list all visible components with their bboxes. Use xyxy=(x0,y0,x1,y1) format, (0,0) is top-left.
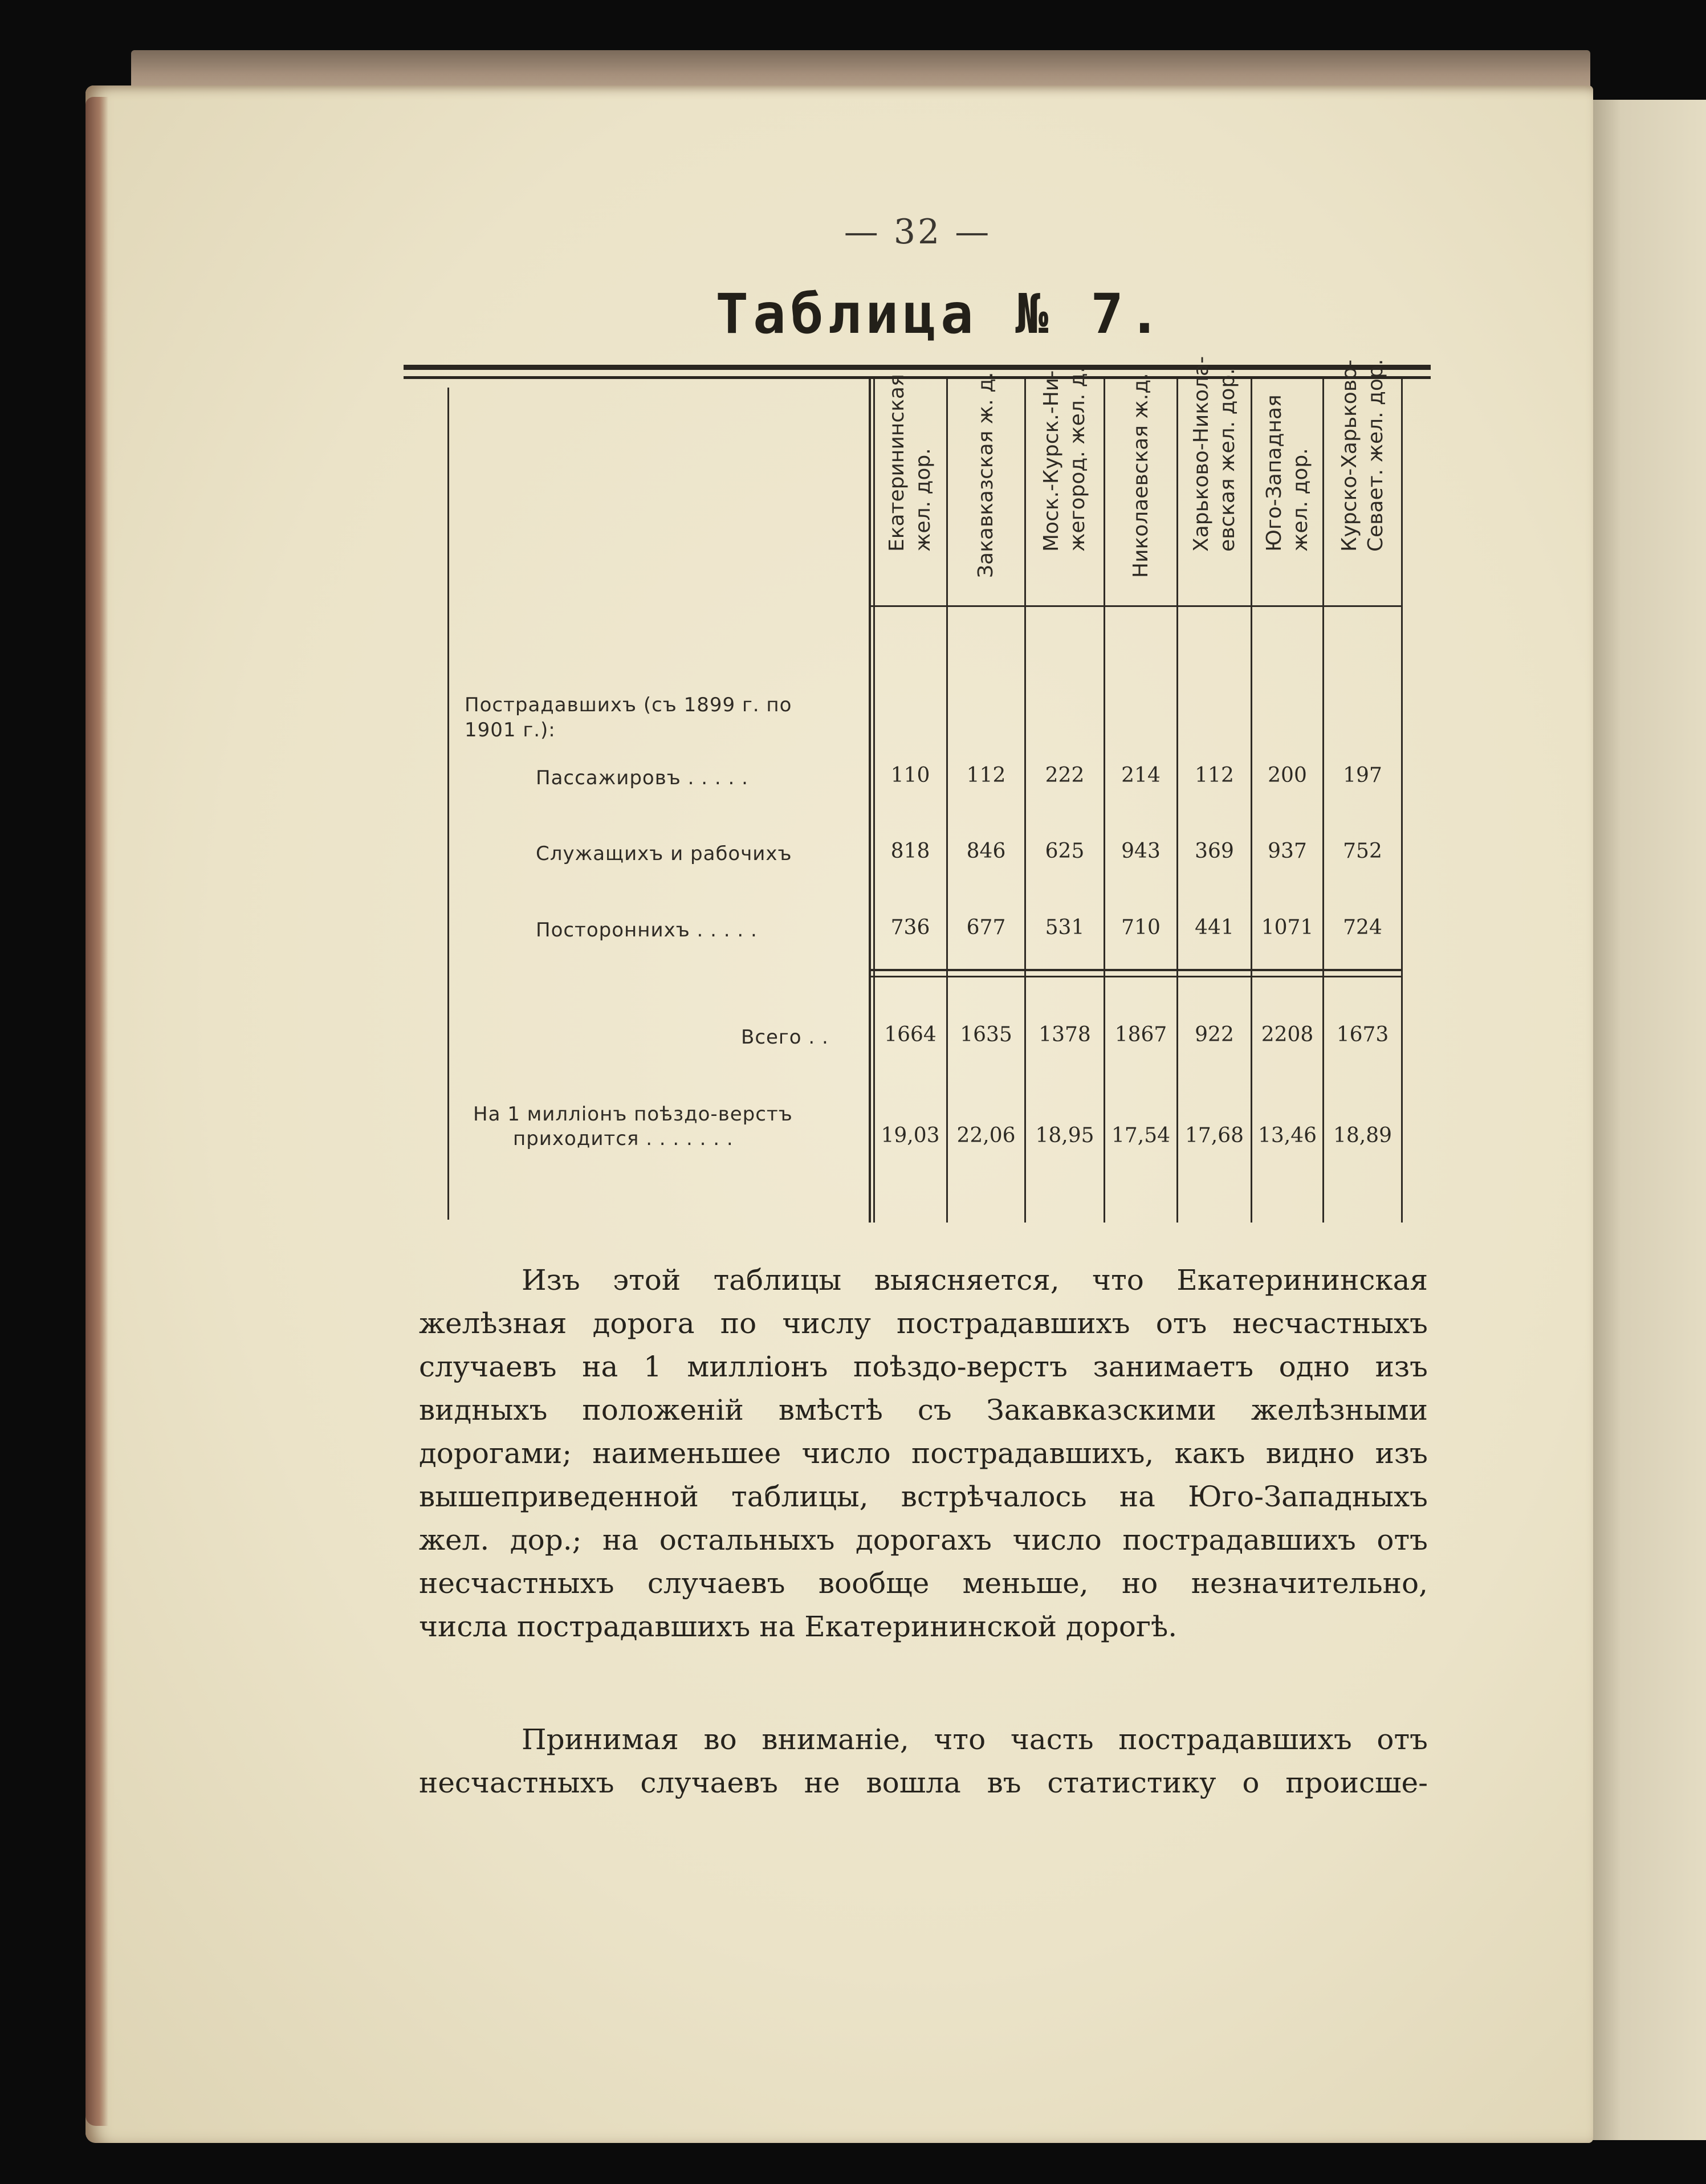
row-label-passengers: Пассажировъ . . . . . xyxy=(536,767,748,789)
header-bottom-rule xyxy=(871,605,1402,607)
paragraph-1 xyxy=(419,1258,1428,1648)
per-million-cell: 13,46 xyxy=(1257,1124,1317,1147)
text-line: видныхъ положеній вмѣстѣ съ Закавказскими желѣзными xyxy=(419,1393,1428,1427)
table-cell: 677 xyxy=(966,916,1006,939)
total-cell: 1664 xyxy=(884,1023,937,1046)
total-cell: 1378 xyxy=(1039,1023,1091,1046)
row-label-per-million: На 1 милліонъ поѣздо-верстъ xyxy=(473,1103,793,1126)
page-number: — 32 — xyxy=(844,212,992,252)
column-header-label: Курско-Харьково- Севает. жел. дор. xyxy=(1337,358,1387,552)
row-label-employees: Служащихъ и рабочихъ xyxy=(536,842,792,865)
text-line: Изъ этой таблицы выясняется, что Екатерининская xyxy=(522,1264,1428,1297)
total-cell: 1673 xyxy=(1336,1023,1389,1046)
table-cell: 531 xyxy=(1045,916,1085,939)
column-header-ekaterininskaya xyxy=(874,376,946,604)
per-million-cell: 18,95 xyxy=(1035,1124,1094,1147)
text-line: несчастныхъ случаевъ не вошла въ статистику о происше- xyxy=(419,1766,1428,1799)
table-cell: 710 xyxy=(1121,916,1161,939)
table-cell: 937 xyxy=(1268,840,1307,863)
column-header-kharkovo-nikolaevskaya xyxy=(1178,356,1251,604)
text-line: несчастныхъ случаевъ вообще меньше, но незначительно, xyxy=(419,1567,1428,1600)
table-label-divider xyxy=(869,379,871,1223)
table-cell: 846 xyxy=(966,840,1006,863)
table-cell: 625 xyxy=(1045,840,1085,863)
table-cell: 214 xyxy=(1121,764,1161,787)
book-spine xyxy=(131,50,1590,90)
text-line: желѣзная дорога по числу пострадавшихъ отъ несчастныхъ xyxy=(419,1307,1428,1340)
text-line: Принимая во вниманіе, что часть пострадавшихъ отъ xyxy=(522,1723,1428,1756)
table-cell: 112 xyxy=(1195,764,1234,787)
row-label-per-million-2: приходится . . . . . . . xyxy=(513,1127,734,1150)
table-cell: 110 xyxy=(890,764,930,787)
table-cell: 200 xyxy=(1268,764,1307,787)
total-separator-rule xyxy=(871,969,1402,971)
table-cell: 943 xyxy=(1121,840,1161,863)
table-cell: 724 xyxy=(1343,916,1382,939)
table-cell: 818 xyxy=(890,840,930,863)
row-label-outsiders: Постороннихъ . . . . . xyxy=(536,919,758,942)
column-header-mosk-kursk xyxy=(1026,366,1104,604)
page-binding-edge xyxy=(85,97,108,2126)
per-million-cell: 17,68 xyxy=(1184,1124,1244,1147)
per-million-cell: 19,03 xyxy=(881,1124,940,1147)
total-cell: 922 xyxy=(1195,1023,1234,1046)
table-cell: 441 xyxy=(1195,916,1234,939)
next-page-edge xyxy=(1585,100,1706,2140)
paragraph-2 xyxy=(419,1718,1428,1804)
table-left-border xyxy=(447,388,449,1220)
table-right-border xyxy=(1401,379,1403,1223)
per-million-cell: 18,89 xyxy=(1333,1124,1393,1147)
row-label-total: Всего . . xyxy=(741,1026,829,1049)
table-cell: 369 xyxy=(1195,840,1234,863)
column-header-label: Закавказская ж. д. xyxy=(974,372,997,578)
column-header-zakavkazskaya xyxy=(948,372,1024,604)
column-header-label: Харьково-Никола- евская жел. дор. xyxy=(1189,356,1239,552)
table-cell: 222 xyxy=(1045,764,1085,787)
per-million-cell: 17,54 xyxy=(1111,1124,1171,1147)
table-title: Таблица № 7. xyxy=(715,282,1166,346)
column-header-label: Моск.-Курск.-Ни- жегород. жел. д. xyxy=(1040,366,1089,552)
text-line: числа пострадавшихъ на Екатерининской дорогѣ. xyxy=(419,1610,1178,1643)
total-separator-rule-2 xyxy=(871,976,1402,977)
table-cell: 197 xyxy=(1343,764,1382,787)
column-header-nikolaevskaya xyxy=(1105,373,1176,604)
text-line: вышеприведенной таблицы, встрѣчалось на Юго-Западныхъ xyxy=(419,1480,1428,1513)
column-header-label: Николаевская ж.д. xyxy=(1129,373,1153,578)
column-header-yugo-zapadnaya xyxy=(1252,376,1322,604)
total-cell: 2208 xyxy=(1261,1023,1314,1046)
table-cell: 736 xyxy=(890,916,930,939)
text-line: жел. дор.; на остальныхъ дорогахъ число пострадавшихъ отъ xyxy=(419,1523,1428,1556)
column-header-kursko-kharkovo xyxy=(1324,358,1401,604)
table-cell: 752 xyxy=(1343,840,1382,863)
total-cell: 1867 xyxy=(1114,1023,1167,1046)
group-label: Пострадавшихъ (съ 1899 г. по 1901 г.): xyxy=(465,694,792,741)
table-cell: 1071 xyxy=(1261,916,1314,939)
total-cell: 1635 xyxy=(960,1023,1012,1046)
text-line: дорогами; наименьшее число пострадавшихъ, какъ видно изъ xyxy=(419,1437,1428,1470)
per-million-cell: 22,06 xyxy=(956,1124,1016,1147)
column-header-label: Юго-Западная жел. дор. xyxy=(1262,394,1312,552)
column-header-label: Екатерининская жел. дор. xyxy=(885,374,935,552)
text-line: случаевъ на 1 милліонъ поѣздо-верстъ занимаетъ одно изъ xyxy=(419,1350,1428,1383)
table-cell: 112 xyxy=(966,764,1006,787)
